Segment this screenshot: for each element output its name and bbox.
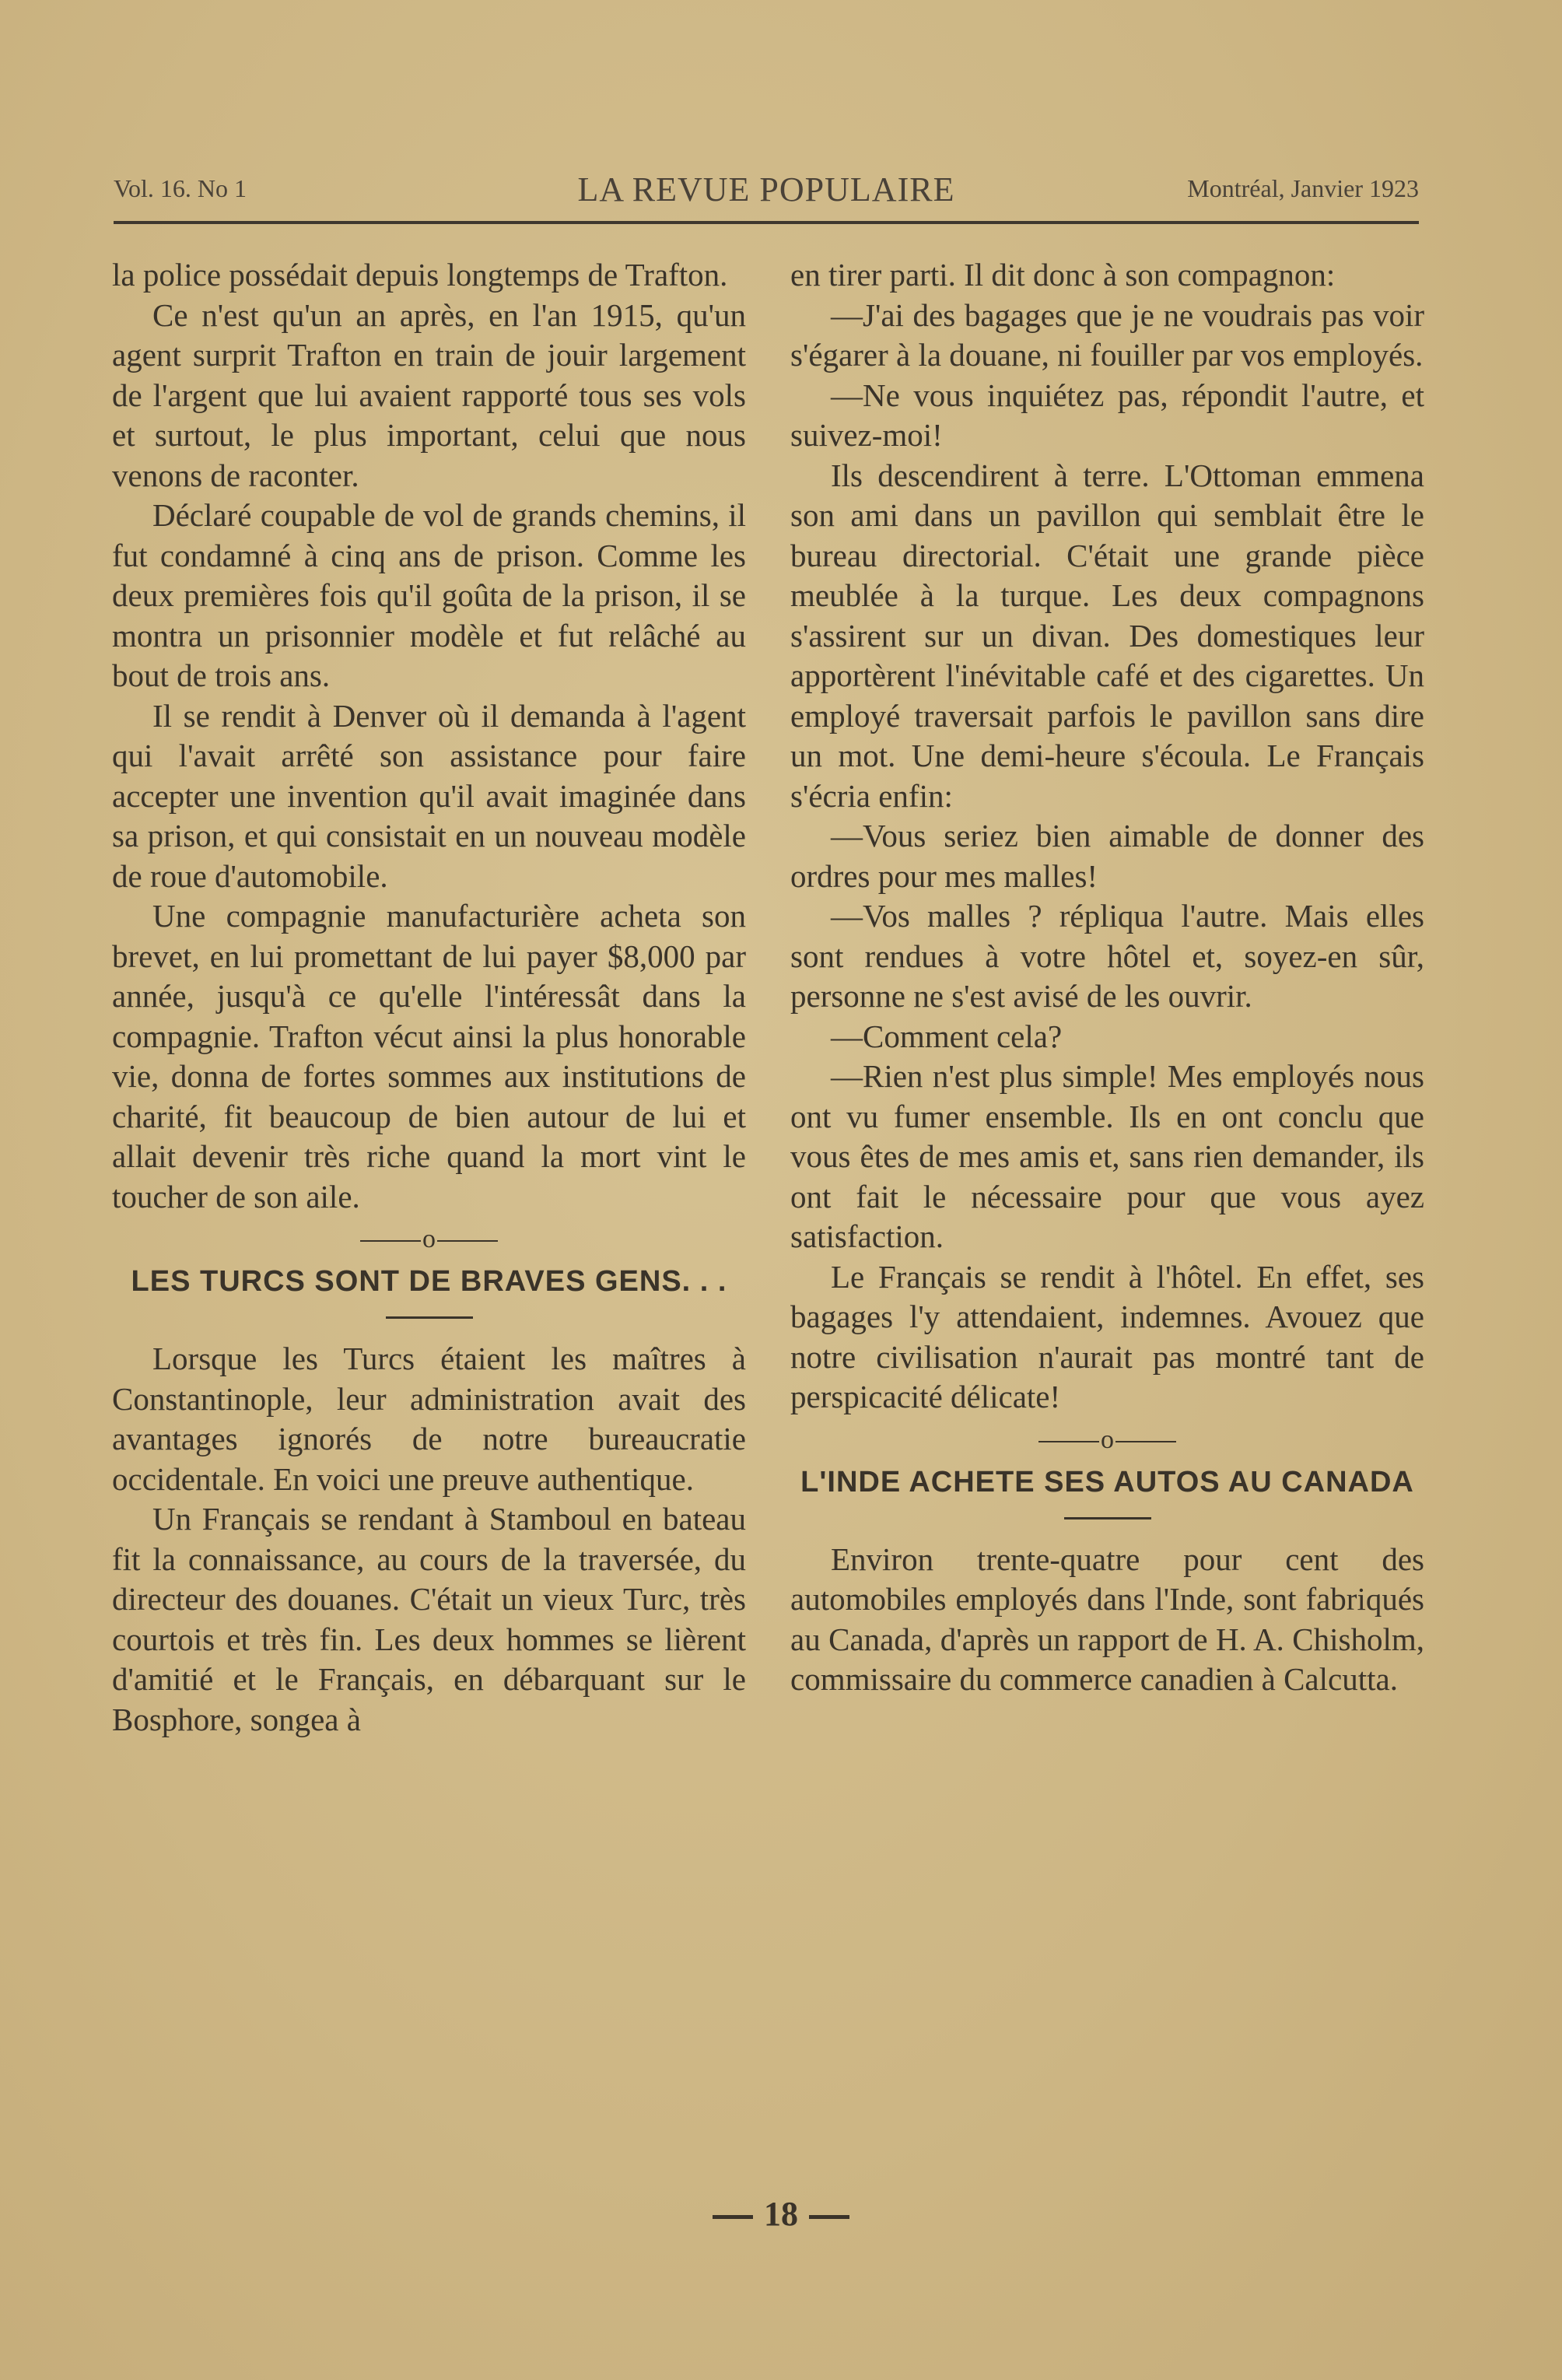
paragraph: Une compagnie manufacturière acheta son brevet, en lui promettant de lui payer $8,000 par année, jusqu'à ce qu'elle l'intéressât dans la compagnie. Trafton vécut ainsi la plus honorable vie, donna de fortes sommes aux institutions de charité, fit beaucoup de bien autour de lui et allait devenir très riche quand la mort vint le toucher de son aile.: [112, 898, 746, 1215]
section-separator: o: [790, 1422, 1424, 1458]
page-number-text: 18: [764, 2195, 798, 2233]
page-header: [114, 170, 1419, 216]
volume-number: Vol. 16. No 1: [114, 174, 247, 202]
section-separator: o: [112, 1222, 746, 1257]
issue-date: Montréal, Janvier 1923: [1187, 174, 1419, 202]
paragraph: en tirer parti. Il dit donc à son compagnon:: [790, 257, 1336, 293]
paragraph: Il se rendit à Denver où il demanda à l'agent qui l'avait arrêté son assistance pour faire accepter une invention qu'il avait imaginée dans sa prison, et qui consistait en un nouveau modèle de roue d'automobile.: [112, 697, 746, 894]
left-column: [112, 255, 746, 1740]
heading-rule: [386, 1316, 473, 1319]
paragraph: Un Français se rendant à Stamboul en bateau fit la connaissance, au cours de la traversée, du directeur des douanes. C'était un vieux Turc, très courtois et très fin. Les deux hommes se lièrent d'amitié et le Français, en débarquant sur le Bosphore, songea à: [112, 1501, 746, 1737]
page-number: [0, 2194, 1562, 2234]
article-heading-inde: L'INDE ACHETE SES AUTOS AU CANADA: [800, 1465, 1414, 1498]
paragraph: —Vos malles ? répliqua l'autre. Mais elles sont rendues à votre hôtel et, soyez-en sûr, personne ne s'est avisé de les ouvrir.: [790, 898, 1424, 1014]
heading-rule: [1064, 1517, 1151, 1519]
paragraph: Déclaré coupable de vol de grands chemins, il fut condamné à cinq ans de prison. Comme les deux premières fois qu'il goûta de la prison, il se montra un prisonnier modèle et fut relâché au bout de trois ans.: [112, 497, 746, 693]
paragraph: —Comment cela?: [831, 1018, 1063, 1054]
paragraph: Ils descendirent à terre. L'Ottoman emmena son ami dans un pavillon qui semblait être le bureau directorial. C'était une grande pièce meublée à la turque. Les deux compagnons s'assirent sur un divan. Des domestiques leur apportèrent l'inévitable café et des cigarettes. Un employé traversait parfois le pavillon sans dire un mot. Une demi-heure s'écoula. Le Français s'écria enfin:: [790, 457, 1424, 814]
paragraph: —Ne vous inquiétez pas, répondit l'autre, et suivez-moi!: [790, 377, 1424, 453]
paragraph: —Vous seriez bien aimable de donner des ordres pour mes malles!: [790, 818, 1424, 894]
paragraph: —J'ai des bagages que je ne voudrais pas voir s'égarer à la douane, ni fouiller par vos employés.: [790, 296, 1424, 373]
paragraph: la police possédait depuis longtemps de Trafton.: [112, 257, 728, 293]
right-column: [790, 255, 1424, 1700]
article-heading-turcs: LES TURCS SONT DE BRAVES GENS. . .: [131, 1265, 727, 1298]
paragraph: Lorsque les Turcs étaient les maîtres à Constantinople, leur administration avait des avantages ignorés de notre bureaucratie occidentale. En voici une preuve authentique.: [112, 1341, 746, 1497]
paragraph: Environ trente-quatre pour cent des automobiles employés dans l'Inde, sont fabriqués au Canada, d'après un rapport de H. A. Chisholm, commissaire du commerce canadien à Calcutta.: [790, 1541, 1424, 1697]
paragraph: Le Français se rendit à l'hôtel. En effet, ses bagages l'y attendaient, indemnes. Avouez que notre civilisation n'aurait pas montré tant de perspicacité délicate!: [790, 1258, 1424, 1414]
paragraph: —Rien n'est plus simple! Mes employés nous ont vu fumer ensemble. Ils en ont conclu que vous êtes de mes amis et, sans rien demander, ils ont fait le nécessaire pour que vous ayez satisfaction.: [790, 1058, 1424, 1254]
paragraph: Ce n'est qu'un an après, en l'an 1915, qu'un agent surprit Trafton en train de jouir largement de l'argent que lui avaient rapporté tous ses vols et surtout, le plus important, celui que nous venons de raconter.: [112, 296, 746, 493]
header-rule: [114, 221, 1419, 224]
publication-title: LA REVUE POPULAIRE: [577, 170, 955, 209]
